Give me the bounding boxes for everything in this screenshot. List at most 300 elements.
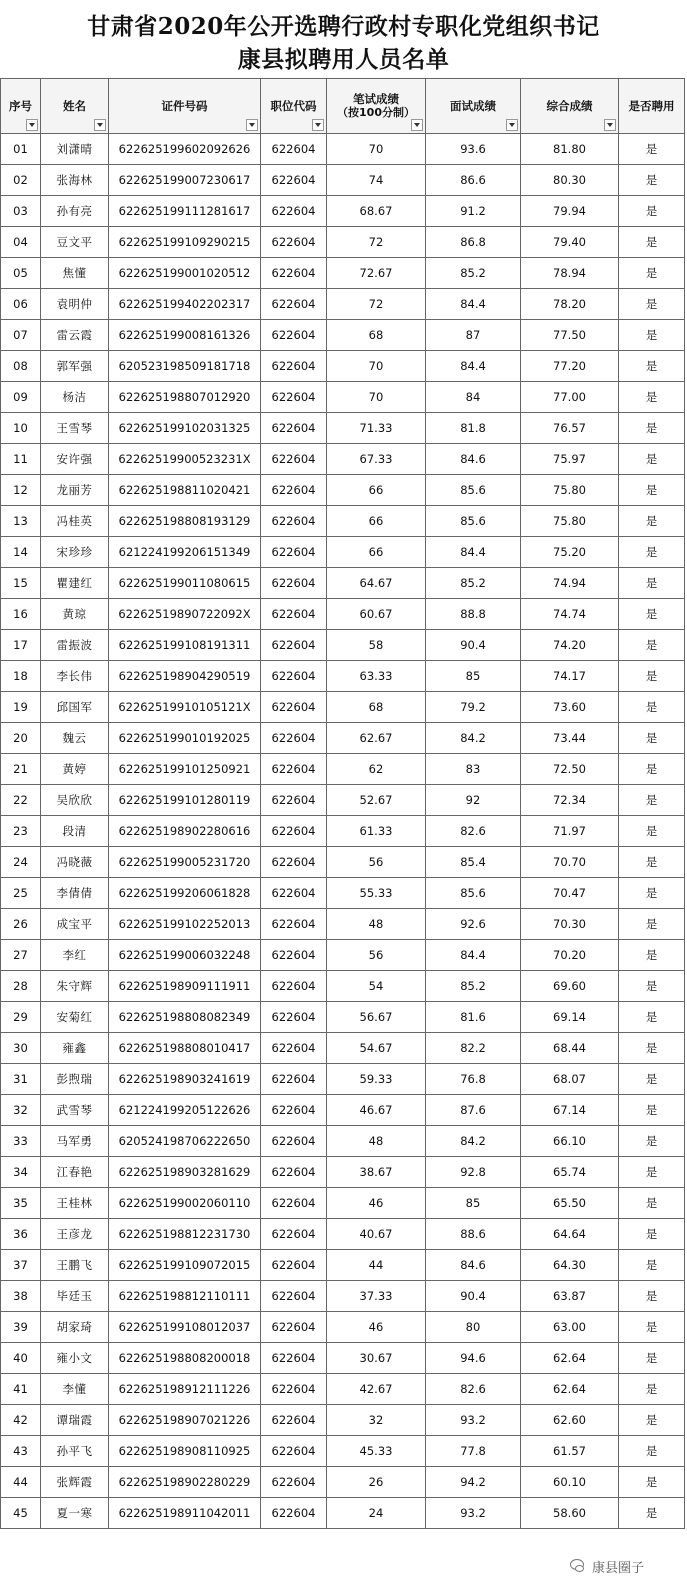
column-header-hired[interactable]: 是否聘用 [619, 79, 685, 134]
cell-position-code: 622604 [261, 1436, 327, 1467]
filter-dropdown-icon[interactable] [312, 119, 324, 131]
table-row [1, 165, 685, 196]
cell-position-code: 622604 [261, 1281, 327, 1312]
cell-id-number: 622625198807012920 [109, 382, 261, 413]
cell-seq: 44 [1, 1467, 41, 1498]
cell-total-score: 77.50 [521, 320, 619, 351]
cell-interview-score: 85.6 [426, 878, 521, 909]
cell-total-score: 80.30 [521, 165, 619, 196]
cell-position-code: 622604 [261, 692, 327, 723]
cell-seq: 07 [1, 320, 41, 351]
cell-position-code: 622604 [261, 382, 327, 413]
cell-written-score: 48 [327, 909, 426, 940]
cell-id-number: 622625198911042011 [109, 1498, 261, 1529]
cell-interview-score: 85.6 [426, 475, 521, 506]
cell-interview-score: 85.2 [426, 258, 521, 289]
cell-hired: 是 [619, 227, 685, 258]
cell-interview-score: 85.6 [426, 506, 521, 537]
cell-written-score: 58 [327, 630, 426, 661]
column-header-total[interactable]: 综合成绩 [521, 79, 619, 134]
cell-id-number: 622625199010192025 [109, 723, 261, 754]
cell-interview-score: 90.4 [426, 630, 521, 661]
cell-seq: 12 [1, 475, 41, 506]
cell-hired: 是 [619, 1033, 685, 1064]
cell-id-number: 62262519900523231X [109, 444, 261, 475]
cell-position-code: 622604 [261, 847, 327, 878]
cell-total-score: 58.60 [521, 1498, 619, 1529]
cell-name: 谭瑞霞 [41, 1405, 109, 1436]
cell-seq: 36 [1, 1219, 41, 1250]
cell-name: 朱守辉 [41, 971, 109, 1002]
table-row [1, 1467, 685, 1498]
table-row [1, 599, 685, 630]
filter-dropdown-icon[interactable] [506, 119, 518, 131]
cell-seq: 29 [1, 1002, 41, 1033]
cell-name: 焦懂 [41, 258, 109, 289]
cell-position-code: 622604 [261, 568, 327, 599]
cell-position-code: 622604 [261, 227, 327, 258]
cell-total-score: 63.87 [521, 1281, 619, 1312]
table-row [1, 1188, 685, 1219]
column-header-seq[interactable]: 序号 [1, 79, 41, 134]
cell-id-number: 622625199011080615 [109, 568, 261, 599]
cell-interview-score: 94.6 [426, 1343, 521, 1374]
cell-id-number: 622625199102252013 [109, 909, 261, 940]
cell-total-score: 74.17 [521, 661, 619, 692]
cell-name: 段清 [41, 816, 109, 847]
cell-seq: 31 [1, 1064, 41, 1095]
cell-total-score: 76.57 [521, 413, 619, 444]
table-row [1, 940, 685, 971]
cell-id-number: 620524198706222650 [109, 1126, 261, 1157]
cell-id-number: 622625198902280229 [109, 1467, 261, 1498]
cell-hired: 是 [619, 320, 685, 351]
cell-seq: 19 [1, 692, 41, 723]
cell-id-number: 622625199001020512 [109, 258, 261, 289]
cell-seq: 09 [1, 382, 41, 413]
cell-seq: 35 [1, 1188, 41, 1219]
cell-interview-score: 85 [426, 1188, 521, 1219]
cell-total-score: 60.10 [521, 1467, 619, 1498]
cell-hired: 是 [619, 630, 685, 661]
cell-total-score: 74.74 [521, 599, 619, 630]
header-row [1, 79, 685, 134]
filter-dropdown-icon[interactable] [604, 119, 616, 131]
cell-hired: 是 [619, 940, 685, 971]
cell-interview-score: 91.2 [426, 196, 521, 227]
cell-id-number: 621224199206151349 [109, 537, 261, 568]
cell-written-score: 66 [327, 506, 426, 537]
cell-position-code: 622604 [261, 258, 327, 289]
table-row [1, 847, 685, 878]
cell-written-score: 68.67 [327, 196, 426, 227]
cell-written-score: 44 [327, 1250, 426, 1281]
cell-interview-score: 84.2 [426, 1126, 521, 1157]
cell-written-score: 40.67 [327, 1219, 426, 1250]
cell-id-number: 620523198509181718 [109, 351, 261, 382]
cell-total-score: 63.00 [521, 1312, 619, 1343]
cell-interview-score: 82.6 [426, 816, 521, 847]
cell-hired: 是 [619, 134, 685, 165]
cell-hired: 是 [619, 1188, 685, 1219]
cell-hired: 是 [619, 754, 685, 785]
cell-position-code: 622604 [261, 599, 327, 630]
table-row [1, 1095, 685, 1126]
table-row [1, 692, 685, 723]
cell-seq: 26 [1, 909, 41, 940]
cell-written-score: 56 [327, 847, 426, 878]
table-row [1, 909, 685, 940]
cell-name: 孙有亮 [41, 196, 109, 227]
table-row [1, 878, 685, 909]
cell-interview-score: 81.8 [426, 413, 521, 444]
cell-written-score: 56.67 [327, 1002, 426, 1033]
cell-written-score: 32 [327, 1405, 426, 1436]
cell-hired: 是 [619, 537, 685, 568]
cell-id-number: 622625199005231720 [109, 847, 261, 878]
cell-seq: 37 [1, 1250, 41, 1281]
cell-position-code: 622604 [261, 320, 327, 351]
table-row [1, 1250, 685, 1281]
cell-total-score: 72.50 [521, 754, 619, 785]
cell-written-score: 72.67 [327, 258, 426, 289]
cell-hired: 是 [619, 878, 685, 909]
table-row [1, 227, 685, 258]
cell-interview-score: 80 [426, 1312, 521, 1343]
cell-total-score: 75.97 [521, 444, 619, 475]
cell-position-code: 622604 [261, 1374, 327, 1405]
cell-total-score: 69.14 [521, 1002, 619, 1033]
cell-name: 胡家琦 [41, 1312, 109, 1343]
table-row [1, 785, 685, 816]
cell-hired: 是 [619, 1064, 685, 1095]
cell-position-code: 622604 [261, 723, 327, 754]
cell-written-score: 46 [327, 1188, 426, 1219]
cell-written-score: 66 [327, 475, 426, 506]
cell-seq: 43 [1, 1436, 41, 1467]
cell-written-score: 52.67 [327, 785, 426, 816]
column-header-name[interactable]: 姓名 [41, 79, 109, 134]
cell-total-score: 62.60 [521, 1405, 619, 1436]
cell-id-number: 622625198908110925 [109, 1436, 261, 1467]
cell-seq: 40 [1, 1343, 41, 1374]
table-row [1, 1374, 685, 1405]
cell-hired: 是 [619, 258, 685, 289]
cell-hired: 是 [619, 1374, 685, 1405]
cell-seq: 42 [1, 1405, 41, 1436]
cell-name: 郭军强 [41, 351, 109, 382]
cell-total-score: 72.34 [521, 785, 619, 816]
cell-id-number: 622625198812110111 [109, 1281, 261, 1312]
cell-seq: 04 [1, 227, 41, 258]
cell-total-score: 77.20 [521, 351, 619, 382]
cell-position-code: 622604 [261, 1095, 327, 1126]
table-row [1, 1033, 685, 1064]
cell-position-code: 622604 [261, 413, 327, 444]
cell-interview-score: 88.6 [426, 1219, 521, 1250]
cell-total-score: 62.64 [521, 1343, 619, 1374]
cell-id-number: 622625199109290215 [109, 227, 261, 258]
cell-name: 雷振波 [41, 630, 109, 661]
cell-written-score: 66 [327, 537, 426, 568]
cell-written-score: 60.67 [327, 599, 426, 630]
cell-seq: 10 [1, 413, 41, 444]
cell-position-code: 622604 [261, 351, 327, 382]
cell-interview-score: 88.8 [426, 599, 521, 630]
cell-hired: 是 [619, 382, 685, 413]
cell-written-score: 71.33 [327, 413, 426, 444]
filter-dropdown-icon[interactable] [411, 119, 423, 131]
cell-hired: 是 [619, 289, 685, 320]
cell-id-number: 622625199101250921 [109, 754, 261, 785]
cell-written-score: 67.33 [327, 444, 426, 475]
cell-hired: 是 [619, 351, 685, 382]
cell-hired: 是 [619, 568, 685, 599]
cell-name: 张海林 [41, 165, 109, 196]
table-row [1, 971, 685, 1002]
cell-position-code: 622604 [261, 475, 327, 506]
cell-interview-score: 77.8 [426, 1436, 521, 1467]
cell-position-code: 622604 [261, 1064, 327, 1095]
cell-name: 马军勇 [41, 1126, 109, 1157]
column-header-position[interactable]: 职位代码 [261, 79, 327, 134]
cell-interview-score: 93.2 [426, 1498, 521, 1529]
cell-interview-score: 83 [426, 754, 521, 785]
column-header-id[interactable]: 证件号码 [109, 79, 261, 134]
cell-interview-score: 93.2 [426, 1405, 521, 1436]
cell-id-number: 622625199109072015 [109, 1250, 261, 1281]
table-row [1, 1281, 685, 1312]
cell-name: 夏一寒 [41, 1498, 109, 1529]
cell-position-code: 622604 [261, 1467, 327, 1498]
cell-seq: 01 [1, 134, 41, 165]
watermark [570, 1556, 682, 1576]
cell-hired: 是 [619, 1095, 685, 1126]
cell-total-score: 64.30 [521, 1250, 619, 1281]
cell-written-score: 37.33 [327, 1281, 426, 1312]
cell-name: 黄婷 [41, 754, 109, 785]
cell-written-score: 55.33 [327, 878, 426, 909]
cell-position-code: 622604 [261, 165, 327, 196]
cell-seq: 41 [1, 1374, 41, 1405]
cell-interview-score: 87.6 [426, 1095, 521, 1126]
table-row [1, 568, 685, 599]
cell-name: 冯桂英 [41, 506, 109, 537]
cell-hired: 是 [619, 1436, 685, 1467]
cell-position-code: 622604 [261, 134, 327, 165]
cell-interview-score: 84.4 [426, 289, 521, 320]
cell-hired: 是 [619, 1405, 685, 1436]
cell-position-code: 622604 [261, 196, 327, 227]
cell-total-score: 74.94 [521, 568, 619, 599]
cell-name: 张辉霞 [41, 1467, 109, 1498]
cell-interview-score: 92.6 [426, 909, 521, 940]
table-row [1, 258, 685, 289]
table-row [1, 1126, 685, 1157]
cell-seq: 15 [1, 568, 41, 599]
cell-seq: 25 [1, 878, 41, 909]
cell-name: 江春艳 [41, 1157, 109, 1188]
cell-position-code: 622604 [261, 1126, 327, 1157]
cell-position-code: 622604 [261, 444, 327, 475]
table-row [1, 723, 685, 754]
cell-name: 王彦龙 [41, 1219, 109, 1250]
cell-total-score: 78.94 [521, 258, 619, 289]
cell-id-number: 622625198808010417 [109, 1033, 261, 1064]
cell-total-score: 70.70 [521, 847, 619, 878]
cell-id-number: 622625199402202317 [109, 289, 261, 320]
filter-dropdown-icon[interactable] [26, 119, 38, 131]
cell-hired: 是 [619, 506, 685, 537]
cell-total-score: 74.20 [521, 630, 619, 661]
cell-position-code: 622604 [261, 1312, 327, 1343]
cell-id-number: 622625199007230617 [109, 165, 261, 196]
cell-position-code: 622604 [261, 630, 327, 661]
cell-id-number: 622625199101280119 [109, 785, 261, 816]
cell-seq: 28 [1, 971, 41, 1002]
table-row [1, 196, 685, 227]
cell-name: 彭煦瑞 [41, 1064, 109, 1095]
cell-hired: 是 [619, 1312, 685, 1343]
cell-written-score: 68 [327, 320, 426, 351]
cell-id-number: 622625198808082349 [109, 1002, 261, 1033]
cell-name: 吴欣欣 [41, 785, 109, 816]
cell-position-code: 622604 [261, 909, 327, 940]
cell-seq: 03 [1, 196, 41, 227]
cell-seq: 18 [1, 661, 41, 692]
cell-total-score: 79.40 [521, 227, 619, 258]
filter-dropdown-icon[interactable] [94, 119, 106, 131]
watermark-text: 康县圈子 [592, 1561, 645, 1576]
cell-hired: 是 [619, 1219, 685, 1250]
filter-dropdown-icon[interactable] [246, 119, 258, 131]
cell-seq: 23 [1, 816, 41, 847]
cell-interview-score: 84.4 [426, 351, 521, 382]
cell-name: 安许强 [41, 444, 109, 475]
cell-id-number: 622625199002060110 [109, 1188, 261, 1219]
cell-seq: 45 [1, 1498, 41, 1529]
cell-id-number: 62262519890722092X [109, 599, 261, 630]
cell-written-score: 42.67 [327, 1374, 426, 1405]
cell-id-number: 622625199008161326 [109, 320, 261, 351]
cell-written-score: 61.33 [327, 816, 426, 847]
table-row [1, 413, 685, 444]
cell-seq: 08 [1, 351, 41, 382]
table-row [1, 816, 685, 847]
cell-position-code: 622604 [261, 1219, 327, 1250]
cell-name: 魏云 [41, 723, 109, 754]
cell-hired: 是 [619, 413, 685, 444]
column-header-interview[interactable]: 面试成绩 [426, 79, 521, 134]
cell-written-score: 24 [327, 1498, 426, 1529]
cell-total-score: 71.97 [521, 816, 619, 847]
cell-total-score: 69.60 [521, 971, 619, 1002]
cell-total-score: 66.10 [521, 1126, 619, 1157]
cell-name: 李倩倩 [41, 878, 109, 909]
cell-written-score: 63.33 [327, 661, 426, 692]
table-row [1, 320, 685, 351]
cell-name: 刘潇晴 [41, 134, 109, 165]
cell-total-score: 73.44 [521, 723, 619, 754]
cell-total-score: 68.07 [521, 1064, 619, 1095]
cell-total-score: 73.60 [521, 692, 619, 723]
cell-written-score: 48 [327, 1126, 426, 1157]
cell-name: 雍鑫 [41, 1033, 109, 1064]
cell-total-score: 68.44 [521, 1033, 619, 1064]
cell-interview-score: 86.8 [426, 227, 521, 258]
cell-position-code: 622604 [261, 506, 327, 537]
cell-seq: 17 [1, 630, 41, 661]
cell-name: 雷云霞 [41, 320, 109, 351]
column-header-written[interactable]: 笔试成绩 （按100分制） [327, 79, 426, 134]
cell-seq: 33 [1, 1126, 41, 1157]
cell-written-score: 72 [327, 227, 426, 258]
cell-position-code: 622604 [261, 1405, 327, 1436]
cell-hired: 是 [619, 1250, 685, 1281]
cell-position-code: 622604 [261, 1498, 327, 1529]
cell-seq: 02 [1, 165, 41, 196]
cell-seq: 20 [1, 723, 41, 754]
cell-interview-score: 84.6 [426, 444, 521, 475]
cell-seq: 22 [1, 785, 41, 816]
cell-seq: 05 [1, 258, 41, 289]
cell-id-number: 622625198808200018 [109, 1343, 261, 1374]
cell-hired: 是 [619, 1281, 685, 1312]
cell-seq: 06 [1, 289, 41, 320]
table-row [1, 1157, 685, 1188]
cell-total-score: 79.94 [521, 196, 619, 227]
cell-interview-score: 93.6 [426, 134, 521, 165]
cell-total-score: 78.20 [521, 289, 619, 320]
cell-written-score: 62.67 [327, 723, 426, 754]
cell-position-code: 622604 [261, 537, 327, 568]
cell-id-number: 622625198907021226 [109, 1405, 261, 1436]
cell-written-score: 70 [327, 351, 426, 382]
cell-written-score: 59.33 [327, 1064, 426, 1095]
cell-total-score: 70.20 [521, 940, 619, 971]
cell-interview-score: 87 [426, 320, 521, 351]
cell-name: 杨洁 [41, 382, 109, 413]
cell-name: 宋珍珍 [41, 537, 109, 568]
cell-name: 瞿建红 [41, 568, 109, 599]
title-line-1: 甘肃省2020年公开选聘行政村专职化党组织书记 [87, 13, 600, 40]
cell-hired: 是 [619, 444, 685, 475]
cell-position-code: 622604 [261, 785, 327, 816]
cell-written-score: 70 [327, 382, 426, 413]
cell-id-number: 622625198909111911 [109, 971, 261, 1002]
cell-written-score: 70 [327, 134, 426, 165]
cell-written-score: 54 [327, 971, 426, 1002]
cell-interview-score: 79.2 [426, 692, 521, 723]
cell-hired: 是 [619, 1467, 685, 1498]
table-row [1, 1312, 685, 1343]
cell-name: 李长伟 [41, 661, 109, 692]
cell-hired: 是 [619, 661, 685, 692]
cell-written-score: 46.67 [327, 1095, 426, 1126]
cell-interview-score: 84.4 [426, 940, 521, 971]
cell-total-score: 62.64 [521, 1374, 619, 1405]
cell-id-number: 622625199602092626 [109, 134, 261, 165]
cell-hired: 是 [619, 165, 685, 196]
cell-written-score: 62 [327, 754, 426, 785]
cell-id-number: 621224199205122626 [109, 1095, 261, 1126]
table-row [1, 630, 685, 661]
cell-seq: 21 [1, 754, 41, 785]
cell-hired: 是 [619, 196, 685, 227]
cell-total-score: 70.30 [521, 909, 619, 940]
cell-position-code: 622604 [261, 1002, 327, 1033]
table-row [1, 289, 685, 320]
